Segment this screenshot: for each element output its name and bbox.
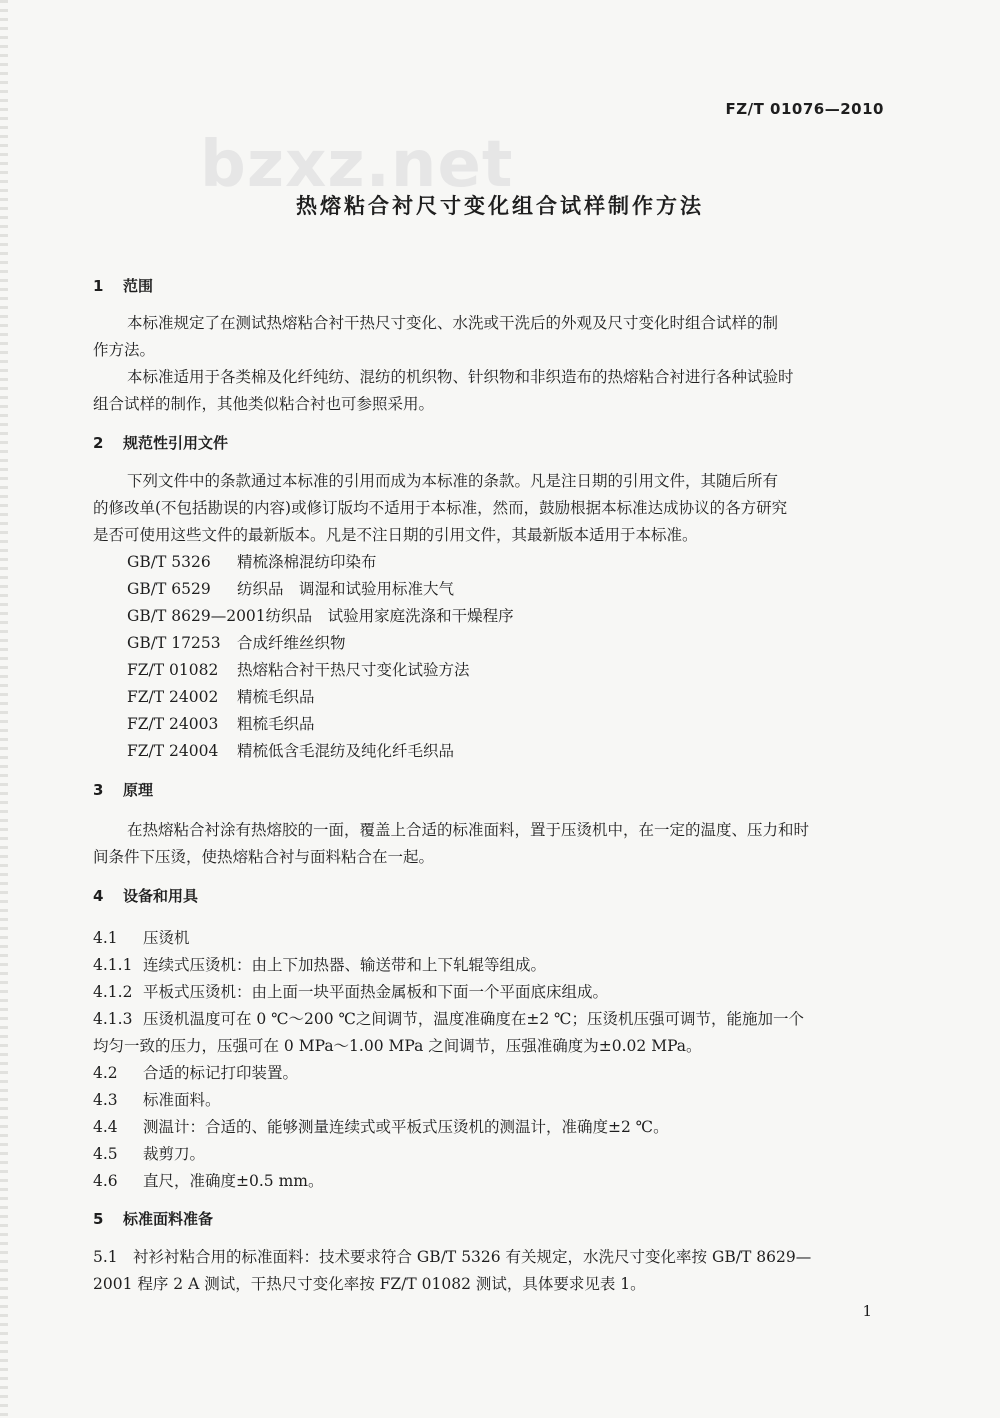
clause-text: 标准面料。 bbox=[143, 1091, 221, 1109]
paragraph-line: 组合试样的制作，其他类似粘合衬也可参照采用。 bbox=[93, 395, 435, 413]
clause-4-6 bbox=[93, 1171, 893, 1191]
clause-text: 连续式压烫机：由上下加热器、输送带和上下轧辊等组成。 bbox=[143, 956, 547, 974]
paragraph-line: 作方法。 bbox=[93, 341, 156, 359]
reference-item bbox=[127, 633, 927, 653]
section-number: 1 bbox=[93, 277, 104, 295]
clause-text: 直尺，准确度±0.5 mm。 bbox=[143, 1172, 324, 1190]
clause-number: 4.1.3 bbox=[93, 1010, 133, 1028]
clause-4-1 bbox=[93, 928, 893, 948]
clause-text: 衬衫衬粘合用的标准面料：技术要求符合 GB/T 5326 有关规定，水洗尺寸变化率按 GB/T 8629— bbox=[133, 1248, 812, 1266]
clause-4-2 bbox=[93, 1063, 893, 1083]
reference-title: 粗梳毛织品 bbox=[237, 715, 315, 733]
reference-code: FZ/T 01082 bbox=[127, 661, 219, 679]
reference-title: 纺织品 试验用家庭洗涤和干燥程序 bbox=[265, 607, 514, 625]
reference-item bbox=[127, 714, 927, 734]
paragraph-line: 本标准规定了在测试热熔粘合衬干热尺寸变化、水洗或干洗后的外观及尺寸变化时组合试样的制 bbox=[127, 314, 779, 332]
section-number: 4 bbox=[93, 887, 104, 905]
reference-code: FZ/T 24004 bbox=[127, 742, 219, 760]
standard-code: FZ/T 01076—2010 bbox=[725, 100, 884, 118]
clause-4-3 bbox=[93, 1090, 893, 1110]
clause-text: 裁剪刀。 bbox=[143, 1145, 206, 1163]
section-2-heading bbox=[93, 433, 893, 453]
section-number: 2 bbox=[93, 434, 104, 452]
paragraph-line: 是否可使用这些文件的最新版本。凡是不注日期的引用文件，其最新版本适用于本标准。 bbox=[93, 526, 698, 544]
paragraph-line: 间条件下压烫，使热熔粘合衬与面料粘合在一起。 bbox=[93, 848, 435, 866]
section-title: 设备和用具 bbox=[123, 887, 199, 905]
clause-4-4 bbox=[93, 1117, 893, 1137]
clause-number: 4.1 bbox=[93, 929, 118, 947]
reference-title: 热熔粘合衬干热尺寸变化试验方法 bbox=[237, 661, 470, 679]
clause-number: 4.5 bbox=[93, 1145, 118, 1163]
section-4-heading bbox=[93, 886, 893, 906]
section-number: 5 bbox=[93, 1210, 104, 1228]
reference-item bbox=[127, 579, 927, 599]
clause-4-1-3 bbox=[93, 1009, 893, 1029]
reference-code: GB/T 17253 bbox=[127, 634, 221, 652]
clause-number: 4.2 bbox=[93, 1064, 118, 1082]
clause-number: 5.1 bbox=[93, 1248, 118, 1266]
paragraph-line: 2001 程序 2 A 测试，干热尺寸变化率按 FZ/T 01082 测试，具体要求见表 1。 bbox=[93, 1275, 646, 1293]
clause-number: 4.6 bbox=[93, 1172, 118, 1190]
reference-code: GB/T 6529 bbox=[127, 580, 211, 598]
section-5-heading bbox=[93, 1209, 893, 1229]
section-3-heading bbox=[93, 780, 893, 800]
clause-5-1 bbox=[93, 1247, 893, 1267]
reference-title: 纺织品 调湿和试验用标准大气 bbox=[237, 580, 455, 598]
page-number: 1 bbox=[862, 1302, 872, 1320]
clause-number: 4.1.2 bbox=[93, 983, 133, 1001]
clause-number: 4.1.1 bbox=[93, 956, 133, 974]
clause-number: 4.3 bbox=[93, 1091, 118, 1109]
section-title: 原理 bbox=[123, 781, 154, 799]
clause-4-1-1 bbox=[93, 955, 893, 975]
clause-text: 压烫机 bbox=[143, 929, 190, 947]
reference-item bbox=[127, 606, 927, 626]
paragraph-line: 在热熔粘合衬涂有热熔胶的一面，覆盖上合适的标准面料，置于压烫机中，在一定的温度、压力和时 bbox=[127, 821, 810, 839]
section-title: 规范性引用文件 bbox=[123, 434, 229, 452]
paragraph-line: 均匀一致的压力，压强可在 0 MPa～1.00 MPa 之间调节，压强准确度为±0.02 MPa。 bbox=[93, 1037, 702, 1055]
clause-text: 测温计：合适的、能够测量连续式或平板式压烫机的测温计，准确度±2 ℃。 bbox=[143, 1118, 669, 1136]
paragraph-line: 下列文件中的条款通过本标准的引用而成为本标准的条款。凡是注日期的引用文件，其随后所有 bbox=[127, 472, 779, 490]
reference-title: 精梳低含毛混纺及纯化纤毛织品 bbox=[237, 742, 455, 760]
clause-4-5 bbox=[93, 1144, 893, 1164]
section-number: 3 bbox=[93, 781, 104, 799]
reference-item bbox=[127, 660, 927, 680]
page-title: 热熔粘合衬尺寸变化组合试样制作方法 bbox=[296, 194, 704, 218]
section-1-heading bbox=[93, 276, 893, 296]
paragraph-line: 本标准适用于各类棉及化纤纯纺、混纺的机织物、针织物和非织造布的热熔粘合衬进行各种试验时 bbox=[127, 368, 794, 386]
reference-code: GB/T 5326 bbox=[127, 553, 211, 571]
section-title: 标准面料准备 bbox=[123, 1210, 214, 1228]
reference-item bbox=[127, 687, 927, 707]
watermark: bzxz.net bbox=[200, 128, 514, 202]
paragraph-line: 的修改单(不包括勘误的内容)或修订版均不适用于本标准，然而，鼓励根据本标准达成协议的各方研究 bbox=[93, 499, 788, 517]
clause-text: 合适的标记打印装置。 bbox=[143, 1064, 299, 1082]
clause-text: 平板式压烫机：由上面一块平面热金属板和下面一个平面底床组成。 bbox=[143, 983, 609, 1001]
section-title: 范围 bbox=[123, 277, 154, 295]
clause-text: 压烫机温度可在 0 ℃～200 ℃之间调节，温度准确度在±2 ℃；压烫机压强可调节，能施加一个 bbox=[143, 1010, 805, 1028]
clause-4-1-2 bbox=[93, 982, 893, 1002]
reference-code: FZ/T 24002 bbox=[127, 688, 219, 706]
reference-title: 精梳涤棉混纺印染布 bbox=[237, 553, 377, 571]
reference-code: FZ/T 24003 bbox=[127, 715, 219, 733]
clause-number: 4.4 bbox=[93, 1118, 118, 1136]
reference-code: GB/T 8629—2001 bbox=[127, 607, 266, 625]
reference-title: 合成纤维丝织物 bbox=[237, 634, 346, 652]
reference-item bbox=[127, 741, 927, 761]
reference-title: 精梳毛织品 bbox=[237, 688, 315, 706]
reference-item bbox=[127, 552, 927, 572]
